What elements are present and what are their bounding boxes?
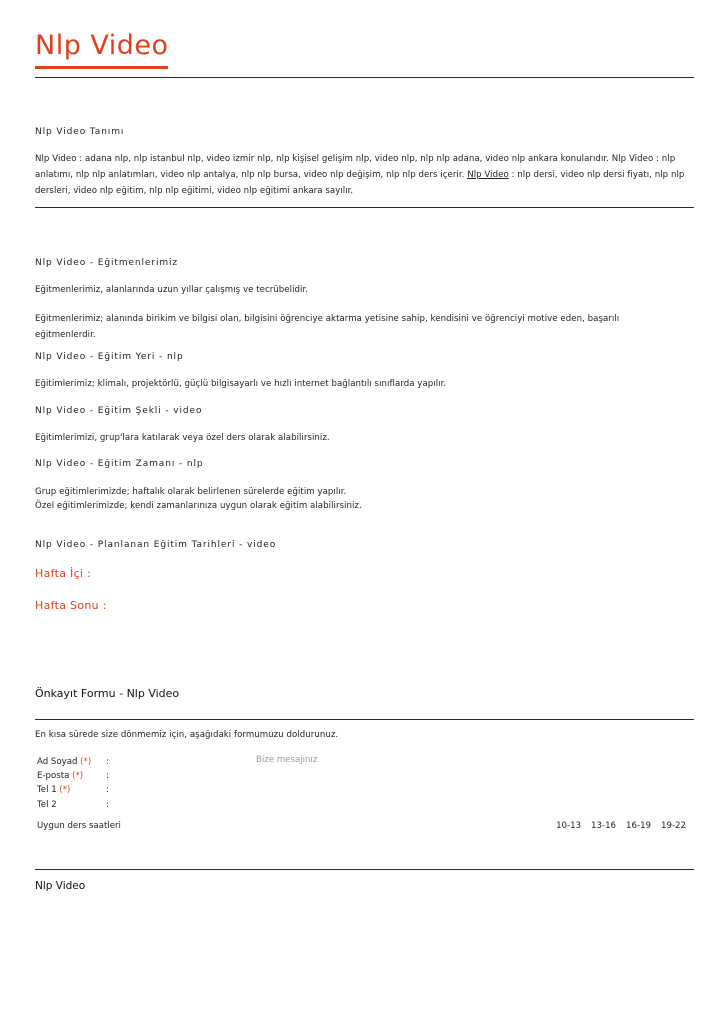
definition-link[interactable]: Nlp Video <box>467 170 509 180</box>
format-text: Eğitimlerimizi, grup'lara katılarak veya özel ders olarak alabilirsiniz. <box>35 433 330 443</box>
footer-title: Nlp Video <box>35 880 86 892</box>
trainers-paragraph-1: Eğitmenlerimiz, alanlarında uzun yıllar çalışmış ve tecrübelidir. <box>35 285 309 295</box>
form-heading: Önkayıt Formu - Nlp Video <box>35 687 180 700</box>
hours-label: Uygun ders saatleri <box>37 821 121 831</box>
format-heading: Nlp Video - Eğitim Şekli - video <box>35 406 203 416</box>
field-colon-tel1: : <box>106 785 109 795</box>
field-label-tel2[interactable]: Tel 2 <box>37 800 57 810</box>
field-label-email[interactable]: E-posta (*) <box>37 771 84 781</box>
header-divider <box>35 77 694 78</box>
definition-text <box>35 151 694 199</box>
field-colon-name: : <box>106 757 109 767</box>
required-mark: (*) <box>72 771 84 781</box>
footer-divider <box>35 869 694 870</box>
definition-text-part1: Nlp Video : adana nlp, nlp istanbul nlp, video izmir nlp, nlp kişisel gelişim nlp, video nlp, nlp nlp adana, video nlp ankara konularıdır. Nlp Video : nlp anlatımı, nlp nlp anlatımları, video nlp antalya, nlp nlp bursa, video nlp değişim, nlp nlp ders içerir. <box>35 154 676 180</box>
hour-slot-option[interactable]: 19-22 <box>661 821 686 831</box>
required-mark: (*) <box>59 785 71 795</box>
timing-line-1: Grup eğitimlerimizde; haftalık olarak belirlenen sürelerde eğitim yapılır. <box>35 487 347 497</box>
field-label-name[interactable]: Ad Soyad (*) <box>37 757 92 767</box>
required-mark: (*) <box>80 757 92 767</box>
definition-heading: Nlp Video Tanımı <box>35 127 125 137</box>
trainers-paragraph-2: Eğitmenlerimiz; alanında birikim ve bilgisi olan, bilgisini öğrenciye aktarma yetisine sahip, kendisini ve öğrenciyi motive eden, başarılı eğitmenlerdir. <box>35 314 620 340</box>
location-text: Eğitimlerimiz; klimalı, projektörlü, güçlü bilgisayarlı ve hızlı internet bağlantılı sınıflarda yapılır. <box>35 379 447 389</box>
hour-slot-option[interactable]: 10-13 <box>556 821 582 831</box>
schedule-weekend: Hafta Sonu : <box>35 599 107 612</box>
definition-divider <box>35 207 694 208</box>
definition-text-part2: : nlp dersi, video nlp dersi fiyatı, nlp nlp dersleri, video nlp eğitim, nlp nlp eğitimi, video nlp eğitimi ankara sayılır. <box>35 170 685 196</box>
page <box>35 0 694 1030</box>
form-intro: En kısa sürede size dönmemiz için, aşağıdaki formumuzu doldurunuz. <box>35 730 339 740</box>
hour-slot-option[interactable]: 16-19 <box>626 821 652 831</box>
field-label-tel1[interactable]: Tel 1 (*) <box>37 785 71 795</box>
location-heading: Nlp Video - Eğitim Yeri - nlp <box>35 352 184 362</box>
timing-line-2: Özel eğitimlerimizde; kendi zamanlarınıza uygun olarak eğitim alabilirsiniz. <box>35 501 362 511</box>
schedule-heading: Nlp Video - Planlanan Eğitim Tarihleri - video <box>35 540 277 550</box>
message-textarea[interactable]: Bize mesajınız <box>256 755 318 765</box>
trainers-heading: Nlp Video - Eğitmenlerimiz <box>35 258 179 268</box>
schedule-weekday: Hafta İçi : <box>35 567 92 580</box>
timing-heading: Nlp Video - Eğitim Zamanı - nlp <box>35 459 204 469</box>
page-title: Nlp Video <box>35 30 169 61</box>
hour-slot-option[interactable]: 13-16 <box>591 821 617 831</box>
title-underline <box>35 66 168 69</box>
hour-slots <box>556 819 686 833</box>
field-colon-email: : <box>106 771 109 781</box>
field-colon-tel2: : <box>106 800 109 810</box>
form-divider <box>35 719 694 720</box>
